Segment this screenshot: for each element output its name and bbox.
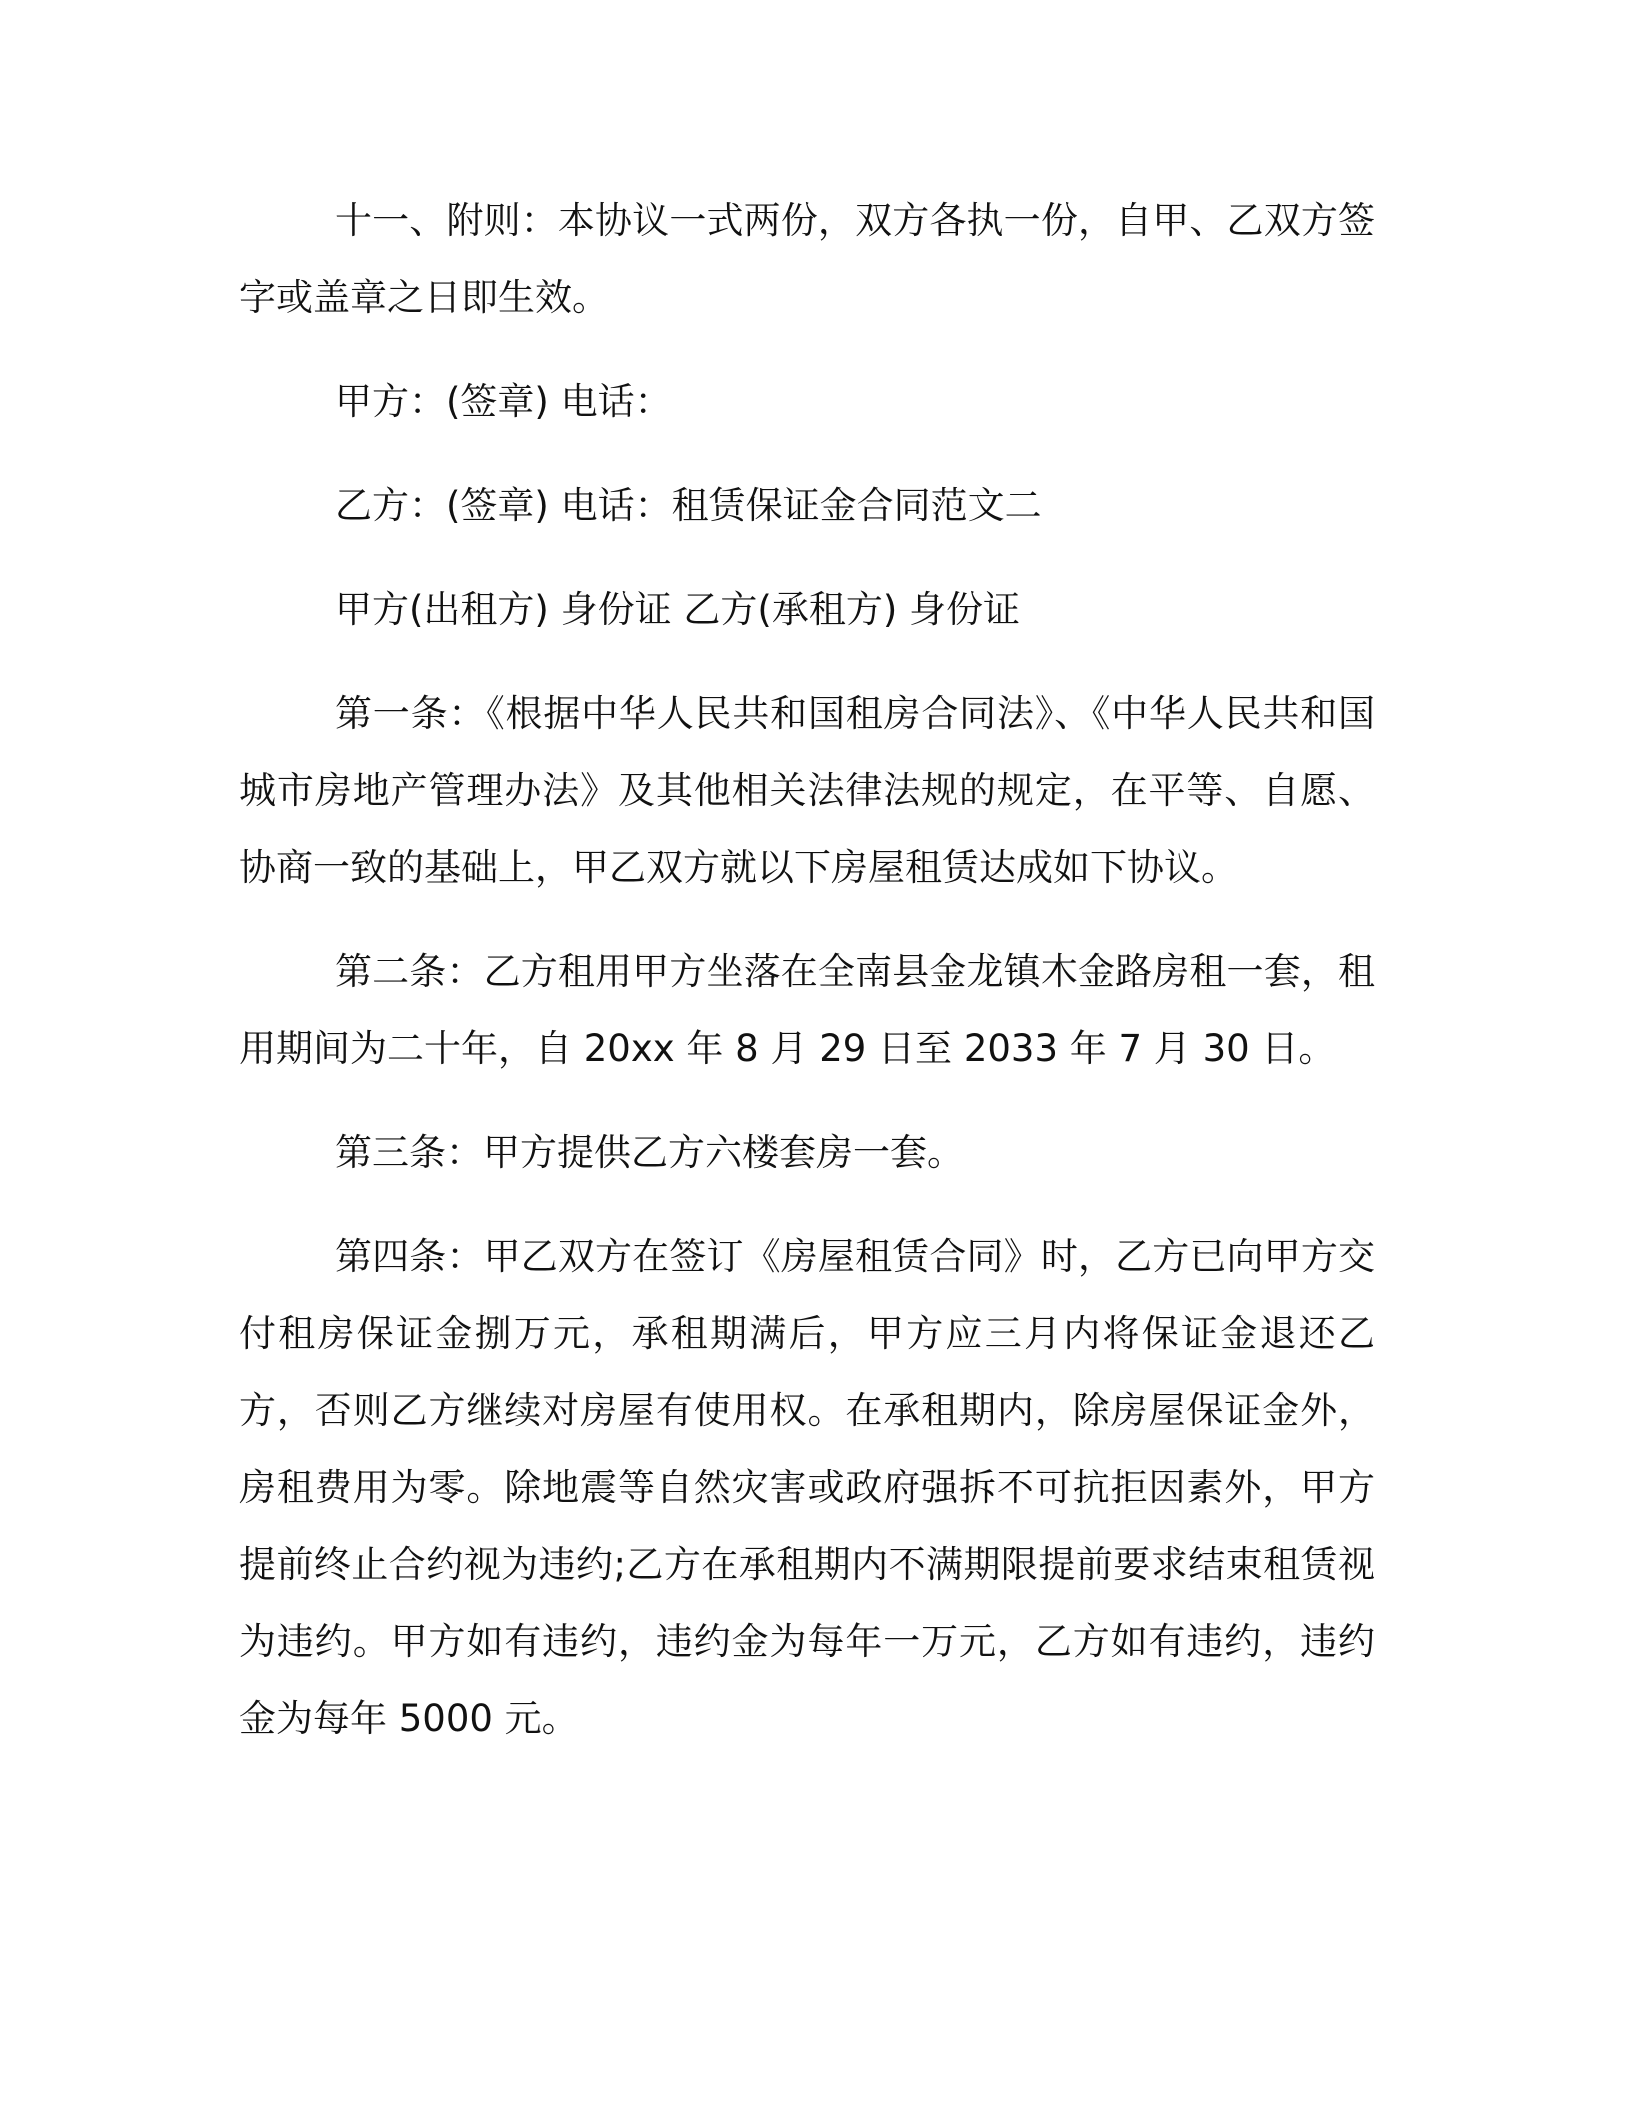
paragraph-article-4: 第四条：甲乙双方在签订《房屋租赁合同》时，乙方已向甲方交付租房保证金捌万元，承租期满后，甲方应三月内将保证金退还乙方，否则乙方继续对房屋有使用权。在承租期内，除房屋保证金外，房租费用为零。除地震等自然灾害或政府强拆不可抗拒因素外，甲方提前终止合约视为违约;乙方在承租期内不满期限提前要求结束租赁视为违约。甲方如有违约，违约金为每年一万元，乙方如有违约，违约金为每年 5000 元。 (239, 1235, 1375, 1740)
paragraph-party-b-signature: 乙方：(签章) 电话：租赁保证金合同范文二 (335, 484, 1042, 527)
paragraph-article-1: 第一条：《根据中华人民共和国租房合同法》、《中华人民共和国城市房地产管理办法》及其他相关法律法规的规定，在平等、自愿、协商一致的基础上，甲乙双方就以下房屋租赁达成如下协议。 (239, 692, 1375, 889)
paragraph-id-cards: 甲方(出租方) 身份证 乙方(承租方) 身份证 (335, 588, 1021, 631)
paragraph-article-2: 第二条：乙方租用甲方坐落在全南县金龙镇木金路房租一套，租用期间为二十年，自 20xx 年 8 月 29 日至 2033 年 7 月 30 日。 (239, 950, 1375, 1070)
paragraph-party-a-signature: 甲方：(签章) 电话： (335, 380, 672, 423)
paragraph-appendix: 十一、附则：本协议一式两份，双方各执一份，自甲、乙双方签字或盖章之日即生效。 (239, 199, 1375, 319)
document-body (239, 182, 1375, 1784)
paragraph-article-3: 第三条：甲方提供乙方六楼套房一套。 (335, 1131, 964, 1174)
